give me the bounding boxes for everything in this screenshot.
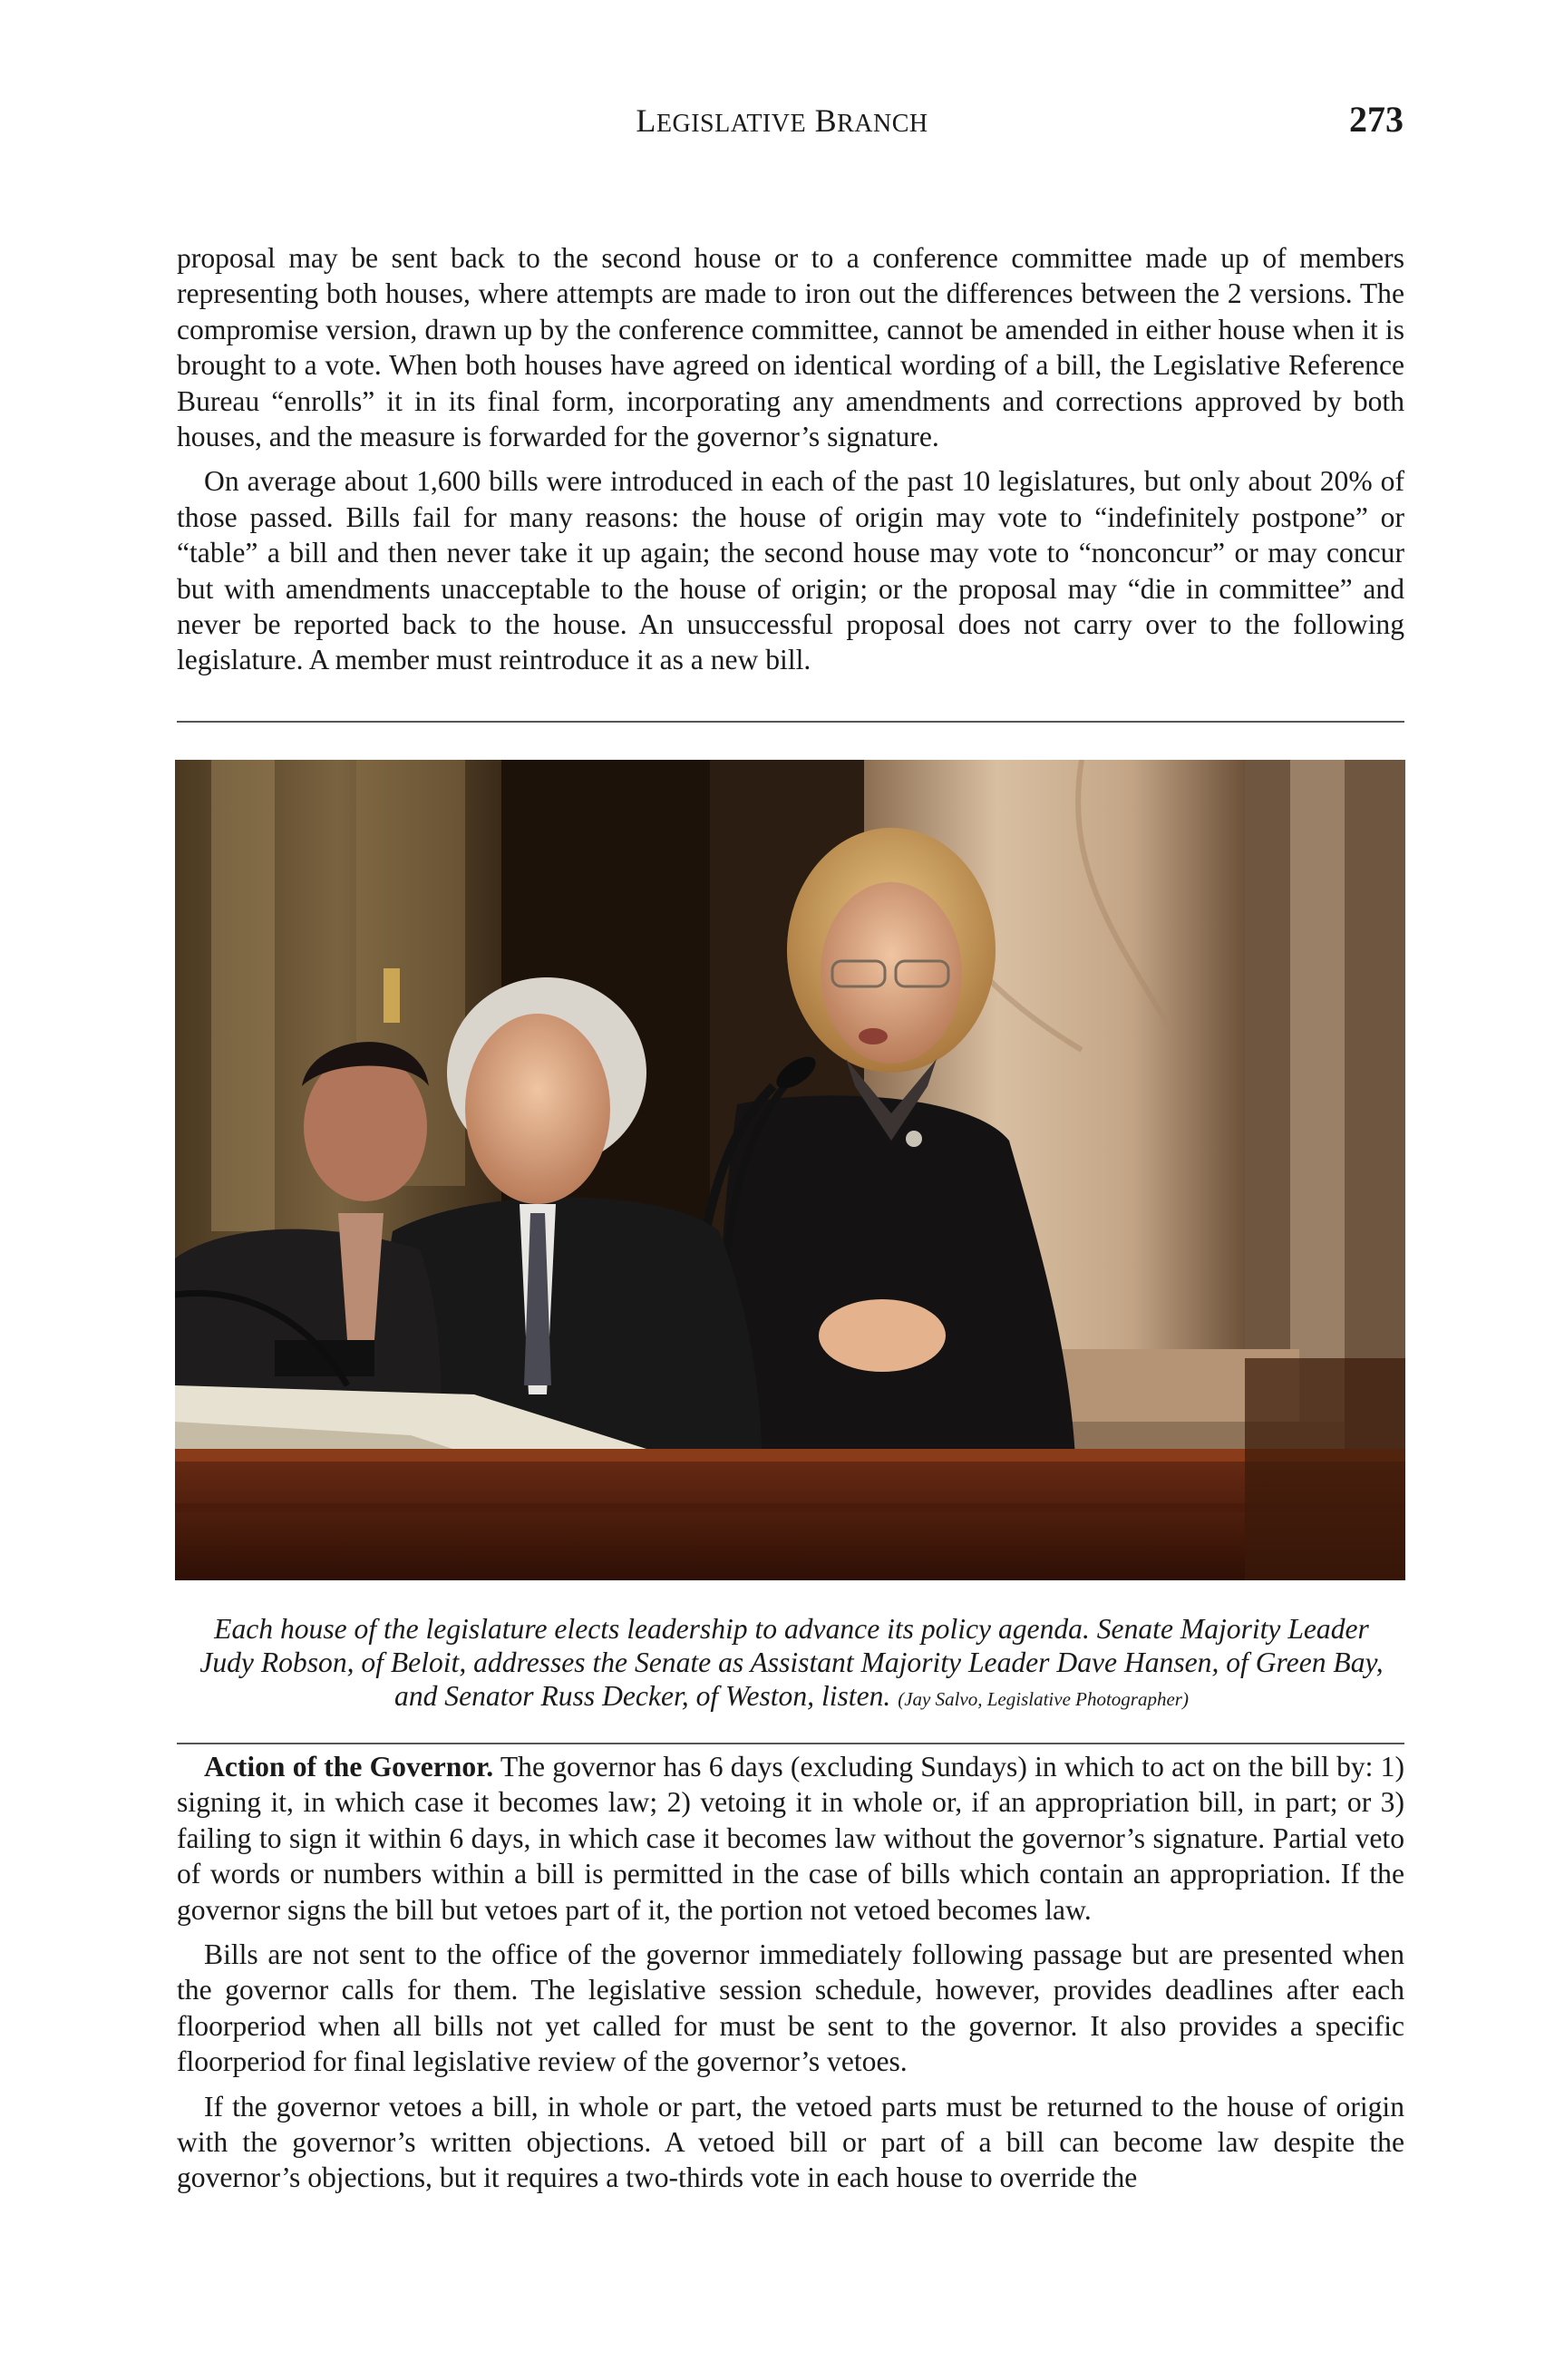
bottom-paragraph-3: If the governor vetoes a bill, in whole or part, the vetoed parts must be returned to the house of origin with the governor’s written objections. A vetoed bill or part of a bill can become law despite the governor’s objections, but it requires a two-thirds vote in each house to override the [177,2090,1404,2194]
photo-credit: (Jay Salvo, Legislative Photographer) [898,1688,1189,1710]
top-paragraph-1: proposal may be sent back to the second house or to a conference committee made up of members representing both houses, where attempts are made to iron out the differences between the 2 versions. The compromise version, drawn up by the conference committee, cannot be amended in either house when it is brought to a vote. When both houses have agreed on identical wording of a bill, the Legislative Reference Bureau “enrolls” it in its final form, incorporating any amendments and corrections approved by both houses, and the measure is forwarded for the governor’s signature. [177,242,1404,453]
page-header [0,98,1564,143]
bottom-paragraph-2: Bills are not sent to the office of the governor immediately following passage but are presented when the governor calls for them. The legislative session schedule, however, provides deadlines after each floorperiod when all bills not yet called for must be sent to the governor. It also provides a specific floorperiod for final legislative review of the governor’s vetoes. [177,1938,1404,2078]
bottom-text-block [177,1749,1404,2205]
divider-rule [177,1743,1404,1744]
top-text-block [177,240,1404,687]
caption-text: Each house of the legislature elects leadership to advance its policy agenda. Senate Majority Leader Judy Robson, of Beloit, addresses the Senate as Assistant Majority Leader Dave Hansen, of Green Bay, and Senator Russ Decker, of Weston, listen. [199,1613,1384,1712]
photo-caption [186,1612,1397,1716]
running-head [0,102,1564,140]
run-in-heading: Action of the Governor. [204,1751,494,1783]
running-head-rest-2: RANCH [837,110,928,138]
bottom-paragraph-1 [177,1749,1404,1928]
running-head-initial-2: B [814,102,838,139]
page-number: 273 [1349,99,1404,140]
running-head-initial-1: L [636,102,656,139]
senate-photo [175,760,1405,1580]
bottom-paragraph-1-text: The governor has 6 days (excluding Sundays) in which to act on the bill by: 1) signing it, in which case it becomes law; 2) vetoing it in whole or, if an appropriation bill, in part; or 3) failing to sign it within 6 days, in which case it becomes law without the governor’s signature. Partial veto of words or numbers within a bill is permitted in the case of bills which contain an appropriation. If the governor signs the bill but vetoes part of it, the portion not vetoed becomes law. [177,1751,1404,1926]
divider-rule [177,721,1404,723]
running-head-rest-1: EGISLATIVE [656,110,807,138]
top-paragraph-2: On average about 1,600 bills were introduced in each of the past 10 legislatures, but only about 20% of those passed. Bills fail for many reasons: the house of origin may vote to “indefinitely postpone” or “table” a bill and then never take it up again; the second house may vote to “nonconcur” or may concur but with amendments unacceptable to the house of origin; or the proposal may “die in committee” and never be reported back to the house. An unsuccessful proposal does not carry over to the following legislature. A member must reintroduce it as a new bill. [177,465,1404,676]
